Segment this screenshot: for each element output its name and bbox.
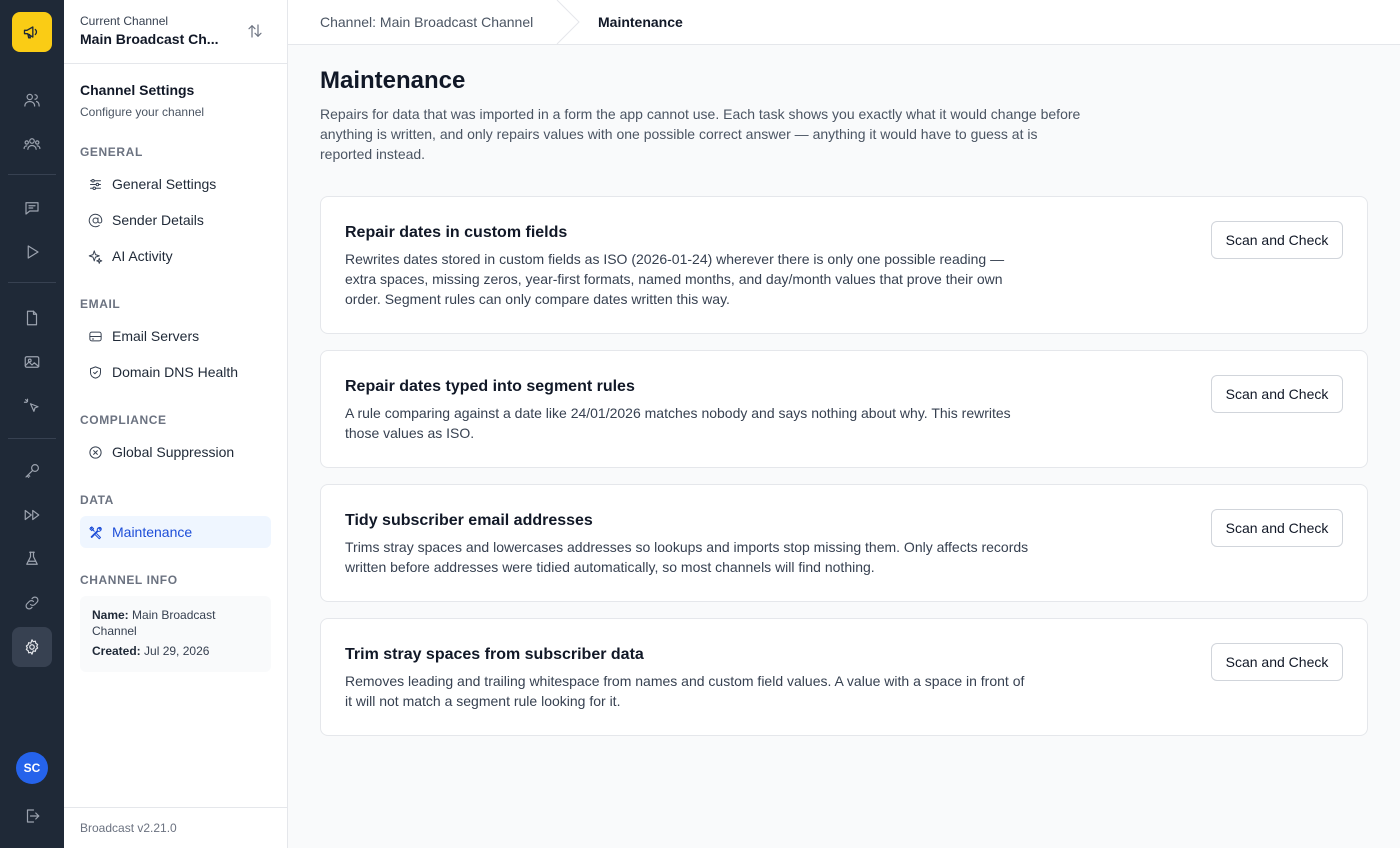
groups-icon <box>23 135 41 153</box>
task-title: Repair dates typed into segment rules <box>345 378 635 395</box>
rail-divider <box>8 282 56 283</box>
sidebar-item-sender-details[interactable] <box>80 204 271 236</box>
task-description: Rewrites dates stored in custom fields as ISO (2026-01-24) wherever there is only one possible reading — extra spaces, missing zeros, year-first formats, named months, and day/month values that prove their own order. Segment rules can only compare dates written this way. <box>345 251 1005 307</box>
sidebar-subtitle: Configure your channel <box>80 105 205 119</box>
rail-webhooks[interactable] <box>12 583 52 623</box>
sidebar-item-maintenance[interactable] <box>80 516 271 548</box>
pointer-icon <box>23 397 41 415</box>
rail-sequences[interactable] <box>12 232 52 272</box>
logout-icon <box>23 807 41 825</box>
task-description: A rule comparing against a date like 24/01/2026 matches nobody and says nothing about why. This rewrites those values as ISO. <box>345 405 1011 441</box>
sliders-icon <box>88 177 103 192</box>
rail-divider <box>8 438 56 439</box>
at-sign-icon <box>88 213 103 228</box>
section-email: EMAIL <box>80 297 121 311</box>
task-description: Trims stray spaces and lowercases addresses so lookups and imports stop missing them. Only affects records written before addresses were tidied automatically, so most channels will find nothing. <box>345 539 1029 575</box>
channel-info-card <box>80 596 271 672</box>
channel-info-name: Name: Main Broadcast Channel <box>92 608 216 638</box>
sidebar-item-domain-dns-health[interactable] <box>80 356 271 388</box>
rail-labs[interactable] <box>12 539 52 579</box>
rail-subscribers[interactable] <box>12 80 52 120</box>
page-description: Repairs for data that was imported in a form the app cannot use. Each task shows you exactly what it would change before anything is written, and only repairs values with one possible correct answer — anything it would have to guess at is reported instead. <box>320 106 1081 162</box>
users-icon <box>23 91 41 109</box>
sidebar-item-label: General Settings <box>112 176 217 192</box>
channel-switcher-label: Current Channel <box>80 14 169 28</box>
breadcrumb-channel[interactable]: Channel: Main Broadcast Channel <box>320 14 534 30</box>
task-card-custom-field-dates <box>320 196 1368 334</box>
breadcrumb-current: Maintenance <box>598 14 683 30</box>
sidebar-item-label: Sender Details <box>112 212 204 228</box>
channel-switcher-name: Main Broadcast Ch... <box>80 31 219 47</box>
shield-check-icon <box>88 365 103 380</box>
app-version: Broadcast v2.21.0 <box>64 807 287 848</box>
channel-switcher[interactable] <box>64 0 287 64</box>
sidebar-item-general-settings[interactable] <box>80 168 271 200</box>
section-channel-info: CHANNEL INFO <box>80 573 178 587</box>
breadcrumb <box>288 0 1400 45</box>
fast-forward-icon <box>23 506 41 524</box>
sidebar-item-label: Email Servers <box>112 328 200 344</box>
rail-automations[interactable] <box>12 495 52 535</box>
sidebar-item-label: Maintenance <box>112 524 193 540</box>
gear-icon <box>23 638 41 656</box>
sidebar-item-ai-activity[interactable] <box>80 240 271 272</box>
task-title: Trim stray spaces from subscriber data <box>345 646 644 663</box>
rail-broadcasts[interactable] <box>12 188 52 228</box>
app-logo[interactable] <box>12 12 52 52</box>
task-card-segment-rule-dates <box>320 350 1368 468</box>
server-icon <box>88 329 103 344</box>
rail-tracking[interactable] <box>12 386 52 426</box>
sidebar-item-global-suppression[interactable] <box>80 436 271 468</box>
task-title: Repair dates in custom fields <box>345 224 568 241</box>
section-compliance: COMPLIANCE <box>80 413 167 427</box>
logout-button[interactable] <box>12 796 52 836</box>
sidebar-item-label: AI Activity <box>112 248 173 264</box>
beaker-icon <box>23 550 41 568</box>
sidebar-item-label: Domain DNS Health <box>112 364 239 380</box>
channel-info-created: Created: Jul 29, 2026 <box>92 644 210 658</box>
sparkles-icon <box>88 249 103 264</box>
breadcrumb-chevron-icon <box>556 0 580 44</box>
rail-settings[interactable] <box>12 627 52 667</box>
sidebar-item-label: Global Suppression <box>112 444 235 460</box>
message-icon <box>23 199 41 217</box>
rail-api-keys[interactable] <box>12 451 52 491</box>
scan-and-check-button[interactable]: Scan and Check <box>1211 221 1343 259</box>
rail-templates[interactable] <box>12 298 52 338</box>
scan-and-check-button[interactable]: Scan and Check <box>1211 643 1343 681</box>
rail-divider <box>8 174 56 175</box>
page-title: Maintenance <box>320 67 466 94</box>
scan-and-check-button[interactable]: Scan and Check <box>1211 375 1343 413</box>
task-description: Removes leading and trailing whitespace from names and custom field values. A value with a space in front of it will not match a segment rule looking for it. <box>345 673 1025 709</box>
swap-icon[interactable] <box>246 22 264 45</box>
tools-icon <box>88 525 103 540</box>
settings-sidebar <box>64 0 288 848</box>
task-card-email-addresses <box>320 484 1368 602</box>
section-general: GENERAL <box>80 145 143 159</box>
section-data: DATA <box>80 493 114 507</box>
play-icon <box>23 243 41 261</box>
scan-and-check-button[interactable]: Scan and Check <box>1211 509 1343 547</box>
task-title: Tidy subscriber email addresses <box>345 512 593 529</box>
document-icon <box>23 309 41 327</box>
rail-lists[interactable] <box>12 124 52 164</box>
task-card-trim-spaces <box>320 618 1368 736</box>
x-circle-icon <box>88 445 103 460</box>
key-icon <box>23 462 41 480</box>
icon-rail <box>0 0 64 848</box>
avatar[interactable]: SC <box>16 752 48 784</box>
sidebar-title: Channel Settings <box>80 82 195 98</box>
megaphone-icon <box>22 22 42 42</box>
rail-media[interactable] <box>12 342 52 382</box>
sidebar-item-email-servers[interactable] <box>80 320 271 352</box>
link-icon <box>23 594 41 612</box>
image-icon <box>23 353 41 371</box>
